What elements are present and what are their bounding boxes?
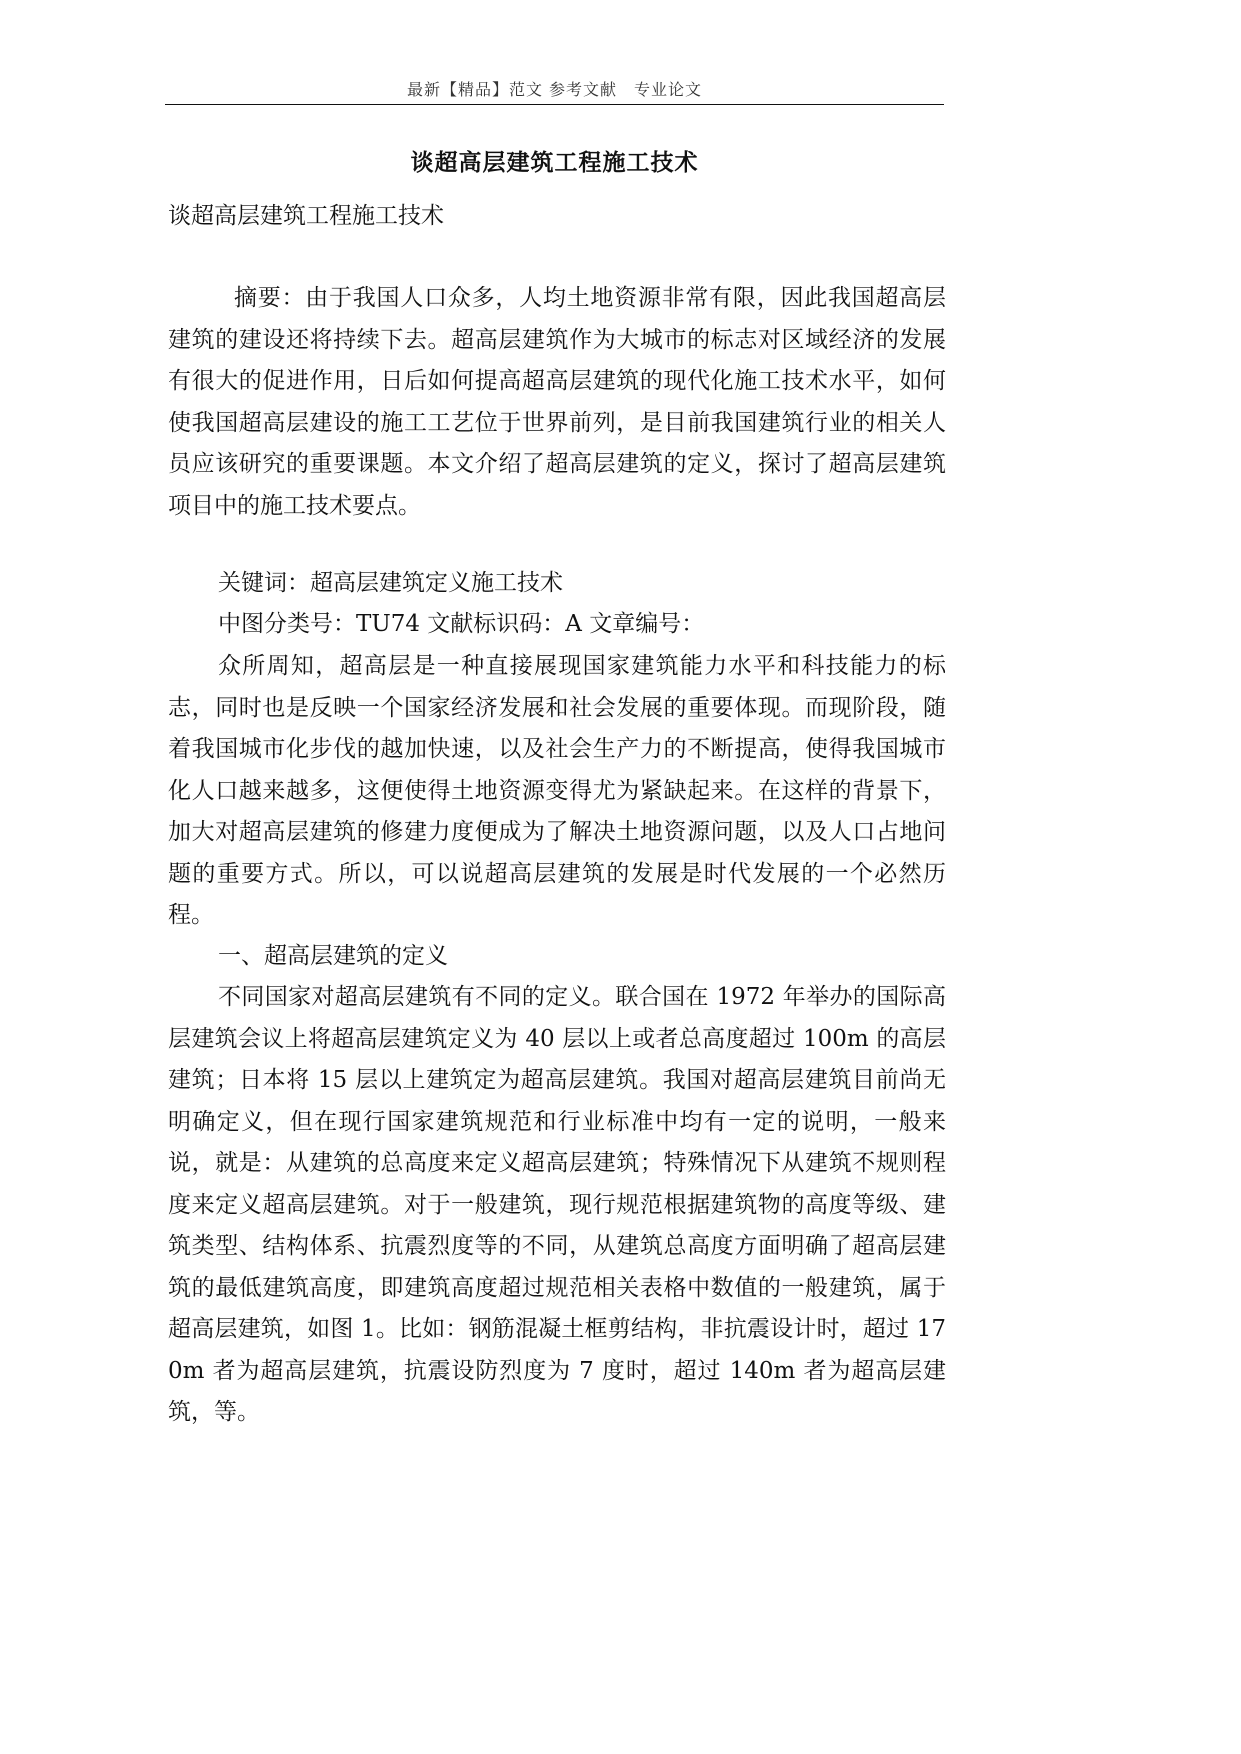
document-title: 谈超高层建筑工程施工技术	[410, 149, 699, 176]
abstract-paragraph: 摘要：由于我国人口众多，人均土地资源非常有限，因此我国超高层建筑的建设还将持续下去。超高层建筑作为大城市的标志对区域经济的发展有很大的促进作用，日后如何提高超高层建筑的现代化施工技术水平，如何使我国超高层建设的施工工艺位于世界前列，是目前我国建筑行业的相关人员应该研究的重要课题。本文介绍了超高层建筑的定义，探讨了超高层建筑项目中的施工技术要点。	[168, 285, 946, 519]
keywords-line: 关键词：超高层建筑定义施工技术	[218, 570, 563, 596]
header-divider	[165, 104, 944, 105]
definition-paragraph: 不同国家对超高层建筑有不同的定义。联合国在 1972 年举办的国际高层建筑会议上将超高层建筑定义为 40 层以上或者总高度超过 100m 的高层建筑；日本将 15 层以上建筑定为超高层建筑。我国对超高层建筑目前尚无明确定义，但在现行国家建筑规范和行业标准中均有一定的说明，一般来说，就是：从建筑的总高度来定义超高层建筑；特殊情况下从建筑不规则程度来定义超高层建筑。对于一般建筑，现行规范根据建筑物的高度等级、建筑类型、结构体系、抗震烈度等的不同，从建筑总高度方面明确了超高层建筑的最低建筑高度，即建筑高度超过规范相关表格中数值的一般建筑，属于超高层建筑，如图 1。比如：钢筋混凝土框剪结构，非抗震设计时，超过 170m 者为超高层建筑，抗震设防烈度为 7 度时，超过 140m 者为超高层建筑，等。	[168, 984, 946, 1425]
page-header: 最新【精品】范文 参考文献 专业论文	[406, 80, 703, 99]
section-heading-definition: 一、超高层建筑的定义	[218, 943, 448, 969]
intro-paragraph: 众所周知，超高层是一种直接展现国家建筑能力水平和科技能力的标志，同时也是反映一个国家经济发展和社会发展的重要体现。而现阶段，随着我国城市化步伐的越加快速，以及社会生产力的不断提高，使得我国城市化人口越来越多，这便使得土地资源变得尤为紧缺起来。在这样的背景下，加大对超高层建筑的修建力度便成为了解决土地资源问题，以及人口占地问题的重要方式。所以，可以说超高层建筑的发展是时代发展的一个必然历程。	[168, 653, 946, 928]
document-subtitle: 谈超高层建筑工程施工技术	[168, 203, 444, 229]
classification-line: 中图分类号：TU74 文献标识码：A 文章编号：	[218, 611, 705, 637]
